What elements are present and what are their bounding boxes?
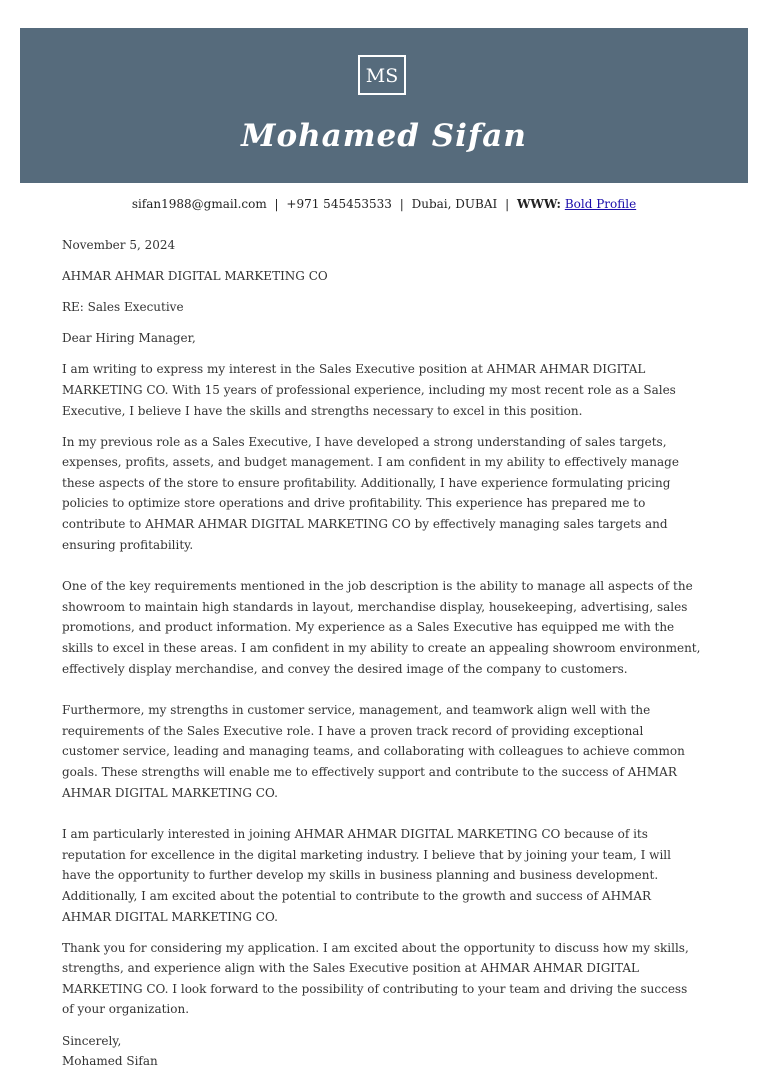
letter-subject: RE: Sales Executive bbox=[62, 300, 184, 315]
letter-paragraph: Furthermore, my strengths in customer service, management, and teamwork align well with the requirements of the Sales Executive role. I have a proven track record of providing exceptional customer service, leading and managing teams, and collaborating with colleagues to achieve common goals. These strengths will enable me to effectively support and contribute to the success of AHMAR AHMAR DIGITAL MARKETING CO. bbox=[62, 703, 685, 800]
letter-signature: Mohamed Sifan bbox=[62, 1054, 158, 1069]
www-label: WWW: bbox=[516, 197, 561, 211]
letter-closing: Sincerely, bbox=[62, 1033, 122, 1048]
contact-separator: | bbox=[274, 197, 279, 211]
contact-email: sifan1988@gmail.com bbox=[131, 197, 267, 211]
bold-profile-link[interactable]: Bold Profile bbox=[564, 197, 637, 211]
monogram-badge: MS bbox=[358, 55, 406, 95]
letter-date: November 5, 2024 bbox=[62, 238, 176, 252]
letter-salutation: Dear Hiring Manager, bbox=[62, 331, 196, 346]
applicant-name: Mohamed Sifan bbox=[241, 118, 527, 154]
letter-company: AHMAR AHMAR DIGITAL MARKETING CO bbox=[62, 269, 328, 284]
contact-location: Dubai, DUBAI bbox=[411, 197, 498, 211]
contact-separator: | bbox=[399, 197, 404, 211]
letter-paragraph: In my previous role as a Sales Executive, I have developed a strong understanding of sales targets, expenses, profits, assets, and budget management. I am confident in my ability to effectively manage these aspects of the store to ensure profitability. Additionally, I have experience formulating pricing policies to optimize store operations and drive profitability. This experience has prepared me to contribute to AHMAR AHMAR DIGITAL MARKETING CO by effectively managing sales targets and ensuring profitability. bbox=[62, 434, 679, 552]
letter-paragraph: Thank you for considering my application. I am excited about the opportunity to discuss how my skills, strengths, and experience align with the Sales Executive position at AHMAR AHMAR DIGITAL MARKETING CO. I look forward to the possibility of contributing to your team and driving the success of your organization. bbox=[62, 940, 689, 1017]
contact-line bbox=[0, 194, 768, 214]
resume-header bbox=[20, 28, 748, 183]
letter-body bbox=[62, 235, 702, 1072]
letter-paragraph: I am writing to express my interest in the Sales Executive position at AHMAR AHMAR DIGITAL MARKETING CO. With 15 years of professional experience, including my most recent role as a Sales Executive, I believe I have the skills and strengths necessary to excel in this position. bbox=[62, 362, 676, 418]
contact-phone: +971 545453533 bbox=[286, 197, 392, 211]
contact-separator: | bbox=[505, 197, 510, 211]
letter-paragraph: One of the key requirements mentioned in the job description is the ability to manage all aspects of the showroom to maintain high standards in layout, merchandise display, housekeeping, advertising, sales promotions, and product information. My experience as a Sales Executive has equipped me with the skills to excel in these areas. I am confident in my ability to create an appealing showroom environment, effectively display merchandise, and convey the desired image of the company to customers. bbox=[62, 579, 701, 676]
letter-paragraph: I am particularly interested in joining AHMAR AHMAR DIGITAL MARKETING CO because of its reputation for excellence in the digital marketing industry. I believe that by joining your team, I will have the opportunity to further develop my skills in business planning and business development. Additionally, I am excited about the potential to contribute to the growth and success of AHMAR AHMAR DIGITAL MARKETING CO. bbox=[62, 827, 671, 924]
